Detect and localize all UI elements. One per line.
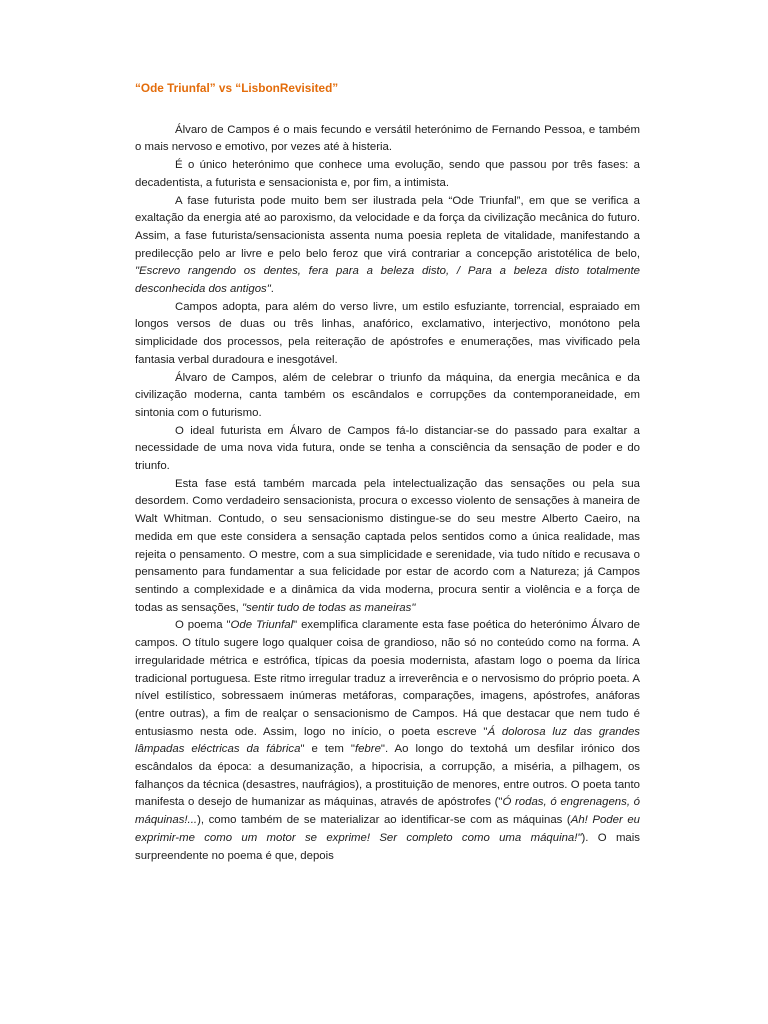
italic-quote: febre	[354, 743, 381, 756]
text-run: Campos adopta, para além do verso livre, um estilo esfuziante, torrencial, espraiado em longos versos de duas ou três linhas, anafórico, exclamativo, interjectivo, monótono pela simplicidade dos processos, pela reiteração de apóstrofes e enumerações, mas vivificado pela fantasia verbal duradoura e inesgotável.	[135, 300, 640, 366]
text-run: " e tem "	[300, 743, 355, 756]
text-run: " exemplifica claramente esta fase poética do heterónimo Álvaro de campos. O título sugere logo qualquer coisa de grandioso, não só no conteúdo como na forma. A irregularidade métrica e estrófica, típicas da poesia modernista, afastam logo o poema da lírica tradicional portuguesa. Este ritmo irregular traduz a irreverência e o nervosismo do próprio poeta. A nível estilístico, sobressaem inúmeras metáforas, comparações, imagens, apóstrofes, anáforas (entre outras), a fim de realçar o sensacionismo de Campos. Há que destacar que nem tudo é entusiasmo nesta ode. Assim, logo no início, o poeta escreve "	[135, 619, 640, 738]
text-run: ). O mais surpreendente no poema é que, depois	[135, 831, 640, 862]
text-run: Álvaro de Campos é o mais fecundo e versátil heterónimo de Fernando Pessoa, e também o mais nervoso e emotivo, por vezes até à histeria.	[135, 123, 640, 154]
text-run: A fase futurista pode muito bem ser ilustrada pela “Ode Triunfal”, em que se verifica a exaltação da energia até ao paroxismo, da velocidade e da força da civilização mecânica do futuro. Assim, a fase futurista/sensacionista assenta numa poesia repleta de vitalidade, manifestando a predilecção pelo ar livre e pelo belo feroz que virá contrariar a concepção aristotélica de belo,	[135, 194, 640, 260]
italic-quote: "Escrevo rangendo os dentes, fera para a beleza disto, / Para a beleza disto totalmente desconhecida dos antigos"	[135, 265, 640, 296]
paragraph	[135, 617, 640, 865]
paragraph	[135, 476, 640, 618]
paragraph	[135, 299, 640, 370]
text-run: O ideal futurista em Álvaro de Campos fá-lo distanciar-se do passado para exaltar a necessidade de uma nova vida futura, onde se tenha a consciência da sensação de poder e do triunfo.	[135, 424, 640, 473]
paragraph	[135, 157, 640, 192]
paragraph	[135, 122, 640, 157]
italic-quote: "sentir tudo de todas as maneiras"	[242, 601, 416, 614]
text-run: ". Ao longo do textohá um desfilar irónico dos escândalos da época: a desumanização, a hipocrisia, a corrupção, a miséria, a pilhagem, os falhanços da técnica (desastres, naufrágios), a prostituição de menores, entre outros. O poeta tanto manifesta o desejo de humanizar as máquinas, através de apóstrofes ("	[135, 743, 640, 809]
text-run: Esta fase está também marcada pela intelectualização das sensações ou pela sua desordem. Como verdadeiro sensacionista, procura o excesso violento de sensações à maneira de Walt Whitman. Contudo, o seu sensacionismo distingue-se do seu mestre Alberto Caeiro, na medida em que este considera a sensação captada pelos sentidos como a única realidade, mas rejeita o pensamento. O mestre, com a sua simplicidade e serenidade, via tudo nítido e recusava o pensamento para fundamentar a sua felicidade por estar de acordo com a Natureza; já Campos sentindo a complexidade e a dinâmica da vida moderna, procura sentir a violência e a força de todas as sensações,	[135, 477, 640, 614]
text-run: É o único heterónimo que conhece uma evolução, sendo que passou por três fases: a decadentista, a futurista e sensacionista e, por fim, a intimista.	[135, 159, 640, 189]
italic-quote: Ó rodas, ó engrenagens, ó máquinas!...	[135, 796, 641, 827]
text-run: O poema "	[175, 619, 231, 632]
italic-quote: Á dolorosa luz das grandes lâmpadas eléctricas da fábrica	[135, 725, 640, 756]
italic-quote: Ode Triunfal	[230, 619, 294, 632]
document-title: “Ode Triunfal” vs “LisbonRevisited”	[135, 81, 339, 95]
document-body	[135, 122, 640, 866]
document-page	[135, 80, 640, 865]
paragraph	[135, 193, 640, 299]
text-run: Álvaro de Campos, além de celebrar o triunfo da máquina, da energia mecânica e da civilização moderna, canta também os escândalos e corrupções da contemporaneidade, em sintonia com o futurismo.	[135, 371, 640, 419]
text-run: ), como também de se materializar ao identificar-se com as máquinas (	[197, 814, 571, 827]
italic-quote: Ah! Poder eu exprimir-me como um motor se exprime! Ser completo como uma máquina!"	[135, 814, 640, 844]
text-run: .	[270, 283, 274, 296]
paragraph	[135, 370, 640, 423]
paragraph	[135, 423, 640, 476]
